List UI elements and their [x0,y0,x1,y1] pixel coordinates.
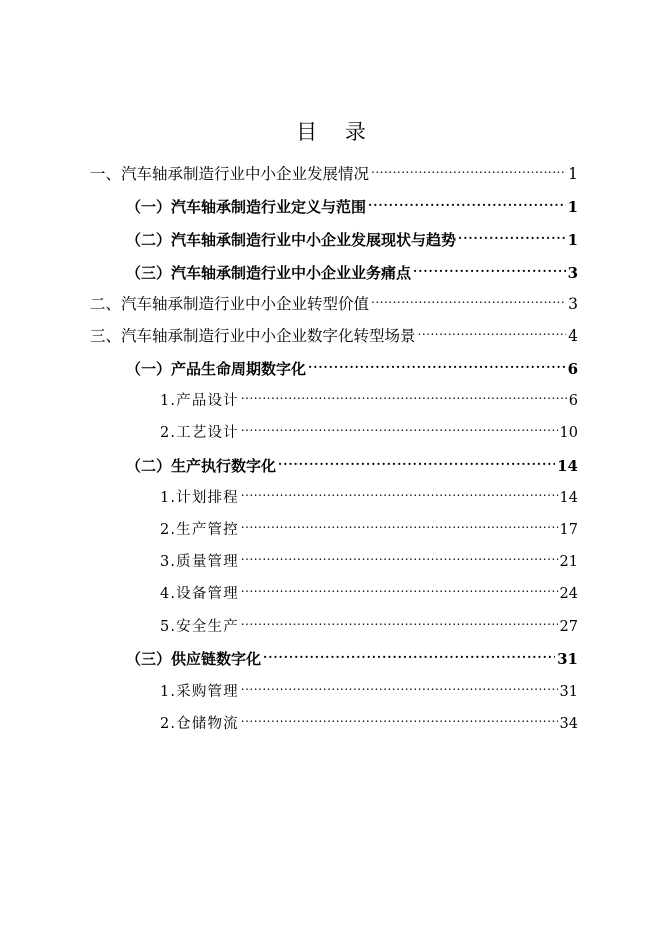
dot-leader [418,317,567,341]
toc-entry-section-3-2-5[interactable] [160,607,578,635]
toc-entry-page: 31 [557,650,578,668]
toc-title: 目 录 [296,120,377,144]
toc-entry-section-3-1-1[interactable] [160,381,578,409]
toc-entry-section-3-2-2[interactable] [160,510,578,538]
toc-entry-section-3-3-2[interactable] [160,704,578,732]
toc-entry-section-1-3[interactable] [126,254,578,282]
toc-entry-label: （二）生产执行数字化 [126,457,277,475]
toc-entry-label: （三）供应链数字化 [126,650,262,668]
toc-entry-page: 34 [559,716,578,732]
toc-entry-section-3-1-2[interactable] [160,413,578,441]
dot-leader [241,381,567,405]
dot-leader [241,607,558,631]
toc-entry-page: 24 [559,586,578,602]
toc-entry-page: 31 [559,684,578,700]
dot-leader [241,704,558,728]
dot-leader [278,447,555,471]
toc-entry-label: 3.质量管理 [160,554,239,570]
dot-leader [241,478,558,502]
toc-entry-section-2[interactable] [90,285,578,313]
toc-entry-section-3-2-3[interactable] [160,542,578,570]
dot-leader [241,672,558,696]
toc-entry-label: 二、汽车轴承制造行业中小企业转型价值 [90,295,370,313]
dot-leader [368,188,566,212]
toc-entry-section-1-1[interactable] [126,188,578,216]
toc-entry-section-3-2-4[interactable] [160,574,578,602]
toc-entry-label: 5.安全生产 [160,619,239,635]
toc-entry-page: 10 [559,425,578,441]
toc-entry-label: 2.生产管控 [160,522,239,538]
toc-entry-page: 3 [568,295,578,313]
toc-entry-label: （一）汽车轴承制造行业定义与范围 [126,198,367,216]
toc-entry-section-3[interactable] [90,317,578,345]
toc-entry-label: 1.产品设计 [160,393,239,409]
toc-entry-section-3-1[interactable] [126,350,578,378]
dot-leader [241,413,558,437]
toc-entry-label: 1.采购管理 [160,684,239,700]
toc-entry-section-3-3[interactable] [126,640,578,668]
toc-entry-page: 6 [568,393,578,409]
toc-entry-page: 1 [568,165,578,183]
dot-leader [371,285,566,309]
toc-entry-section-3-2-1[interactable] [160,478,578,506]
toc-entry-page: 14 [559,490,578,506]
toc-entry-page: 1 [567,198,578,216]
toc-entry-page: 1 [567,231,578,249]
dot-leader [241,574,558,598]
toc-entry-section-3-2[interactable] [126,447,578,475]
toc-entry-label: 2.工艺设计 [160,425,239,441]
toc-entry-label: 4.设备管理 [160,586,239,602]
toc-entry-page: 14 [557,457,578,475]
dot-leader [241,510,558,534]
toc-entry-label: （二）汽车轴承制造行业中小企业发展现状与趋势 [126,231,457,249]
toc-entry-label: 三、汽车轴承制造行业中小企业数字化转型场景 [90,327,416,345]
dot-leader [308,350,566,374]
dot-leader [413,254,566,278]
dot-leader [263,640,555,664]
toc-entry-page: 27 [559,619,578,635]
dot-leader [371,155,566,179]
toc-entry-section-1-2[interactable] [126,221,578,249]
toc-entry-page: 21 [559,554,578,570]
toc-entry-section-1[interactable] [90,155,578,183]
toc-entry-section-3-3-1[interactable] [160,672,578,700]
toc-entry-page: 3 [567,264,578,282]
toc-entry-label: 1.计划排程 [160,490,239,506]
toc-entry-label: （一）产品生命周期数字化 [126,360,307,378]
dot-leader [458,221,566,245]
toc-entry-label: 一、汽车轴承制造行业中小企业发展情况 [90,165,370,183]
toc-entry-page: 17 [559,522,578,538]
toc-entry-label: 2.仓储物流 [160,716,239,732]
toc-entry-page: 4 [568,327,578,345]
dot-leader [241,542,558,566]
toc-entry-page: 6 [567,360,578,378]
toc-entry-label: （三）汽车轴承制造行业中小企业业务痛点 [126,264,412,282]
